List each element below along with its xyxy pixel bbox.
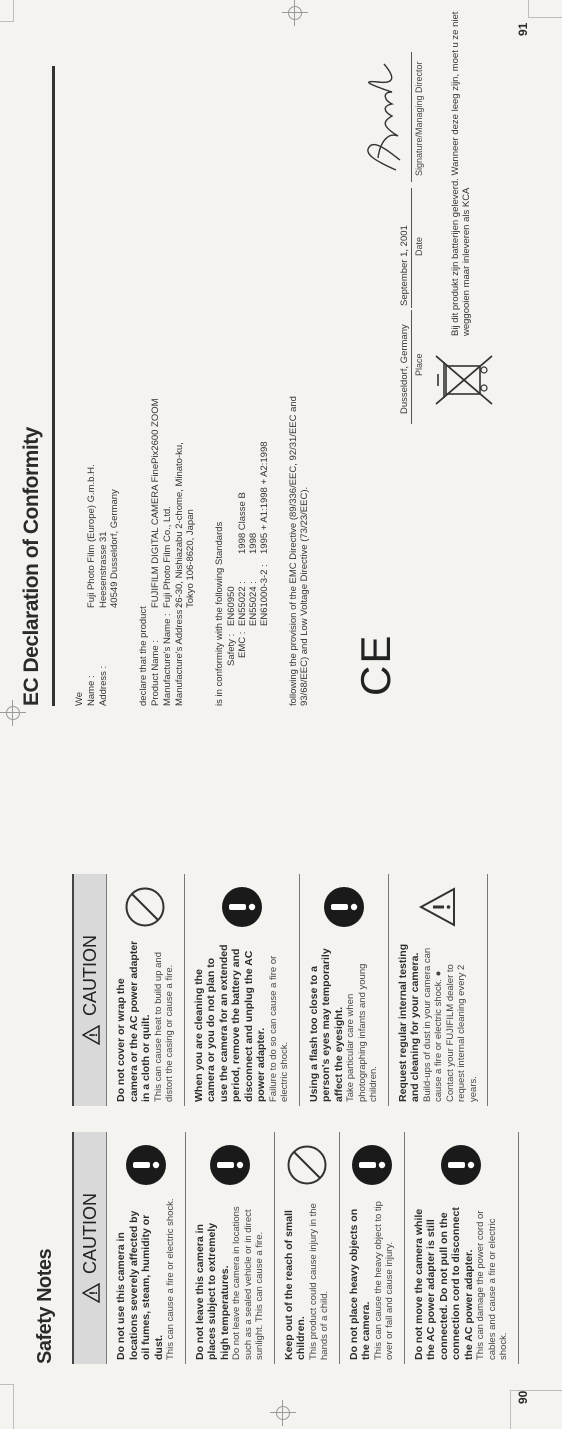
caution-item bbox=[185, 874, 300, 1106]
svg-text:!: ! bbox=[88, 1291, 101, 1295]
caution-item bbox=[405, 1132, 519, 1364]
declare-text: declare that the product bbox=[138, 606, 149, 706]
caution-item-text: Take particular care when photographing infants and young children. bbox=[345, 963, 379, 1102]
standard-code: EN60950 bbox=[226, 586, 237, 626]
page-number-left: 90 bbox=[516, 1390, 530, 1404]
standard-code: EN55022 : bbox=[237, 581, 248, 626]
warning-triangle-icon bbox=[82, 1025, 100, 1045]
battery-note-line-2: weggooien maar inleveren als KCA bbox=[461, 187, 472, 336]
svg-text:!: ! bbox=[88, 1033, 101, 1037]
exclamation-icon bbox=[209, 1144, 251, 1186]
caution-item-heading: Do not leave this camera in places subject to extremely high temperatures. bbox=[193, 1222, 231, 1360]
date-label: Date bbox=[414, 236, 424, 256]
directive-line-2: 93/68/EEC) and Low Voltage Directive (73/23/EEC). bbox=[299, 486, 310, 706]
caution-label: CAUTION bbox=[80, 935, 100, 1016]
caution-item bbox=[186, 1132, 275, 1364]
caution-item-heading: Request regular internal testing and cleaning for your camera. bbox=[396, 943, 421, 1102]
name-label: Name : bbox=[86, 675, 97, 706]
warning-triangle-icon bbox=[82, 1283, 100, 1303]
product-name-value: FUJIFILM DIGITAL CAMERA FinePix2600 ZOOM bbox=[150, 398, 161, 608]
caution-item-text: Build-ups of dust in your camera can cause a fire or electric shock. ● Contact your FUJIFILM dealer to request internal cleaning every 2 years. bbox=[421, 947, 479, 1102]
product-name-label: Product Name : bbox=[150, 640, 161, 706]
caution-item-text: This can cause heat to build up and distort the casing or cause a fire. bbox=[152, 952, 175, 1102]
caution-item-text: This product could cause injury in the hands of a child. bbox=[307, 1203, 330, 1360]
standard-detail: 1995 + A1:1998 + A2:1998 bbox=[259, 441, 270, 554]
caution-header bbox=[72, 874, 107, 1106]
caution-item bbox=[389, 874, 489, 1106]
caution-item-heading: Do not move the camera while the AC power adapter is still connected. Do not pull on the connection cord to disconnect the AC power adapter. bbox=[412, 1207, 475, 1360]
manufacturer-address-line-1: 26-30, Nishiazabu 2-chome, Minato-ku, bbox=[174, 442, 185, 608]
place-line bbox=[411, 310, 412, 424]
safety-notes-title: Safety Notes bbox=[34, 1248, 56, 1364]
exclamation-icon bbox=[125, 1144, 167, 1186]
address-line-1: Heesenstrasse 31 bbox=[98, 531, 109, 608]
caution-item-text: This can cause a fire or electric shock. bbox=[165, 1198, 176, 1360]
signature-line bbox=[411, 52, 412, 182]
caution-item-heading: Using a flash too close to a person's eyes may temporarily affect the eyesight. bbox=[307, 948, 345, 1102]
caution-item-heading: Do not use this camera in locations severely affected by oil fumes, steam, humidity or dust. bbox=[115, 1210, 165, 1360]
place-value: Dusseldorf, Germany bbox=[399, 324, 410, 414]
date-value: September 1, 2001 bbox=[399, 225, 410, 306]
ce-mark: CE bbox=[352, 633, 399, 696]
caution-item bbox=[275, 1132, 340, 1364]
title-rule bbox=[52, 66, 55, 706]
directive-line-1: following the provision of the EMC Directive (89/336/EEC, 92/31/EEC and bbox=[288, 396, 299, 706]
prohibition-icon bbox=[124, 886, 166, 928]
ec-declaration-title: EC Declaration of Conformity bbox=[20, 427, 43, 706]
exclamation-icon bbox=[323, 886, 365, 928]
emc-label: EMC : bbox=[237, 631, 248, 658]
caution-header bbox=[72, 1132, 107, 1364]
manufacturer-address-line-2: Tokyo 106-8620, Japan bbox=[185, 509, 196, 608]
signature-label: Signature/Managing Director bbox=[414, 61, 424, 176]
exclamation-icon bbox=[351, 1144, 393, 1186]
page-number-right: 91 bbox=[516, 22, 530, 36]
caution-item bbox=[340, 1132, 405, 1364]
standard-detail: 1998 bbox=[248, 532, 259, 554]
crossed-bin-icon bbox=[432, 352, 498, 408]
address-line-2: 40549 Dusseldorf, Germany bbox=[109, 489, 120, 608]
caution-item bbox=[107, 1132, 186, 1364]
we-label: We bbox=[74, 691, 85, 706]
manufacturer-name-value: Fuji Photo Film Co., Ltd. bbox=[162, 506, 173, 608]
caution-item-heading: Keep out of the reach of small children. bbox=[282, 1210, 307, 1360]
caution-item-text: This can damage the power cord or cables and cause a fire or electric shock. bbox=[475, 1210, 509, 1360]
caution-item-heading: When you are cleaning the camera or you do not plan to use the camera for an extended period, remove the battery and disconnect and unplug the AC power adapter. bbox=[192, 944, 267, 1102]
prohibition-icon bbox=[286, 1144, 328, 1186]
place-label: Place bbox=[414, 353, 424, 376]
caution-item-text: Failure to do so can cause a fire or electric shock. bbox=[267, 955, 290, 1102]
exclamation-icon bbox=[440, 1144, 482, 1186]
battery-note-line-1: Bij dit produkt zijn batterijen geleverd. Wanneer deze leeg zijn, moet u ze niet bbox=[450, 11, 461, 336]
caution-item-heading: Do not cover or wrap the camera or the AC power adapter in a cloth or quilt. bbox=[115, 940, 152, 1102]
caution-item bbox=[300, 874, 389, 1106]
conformity-text: is in conformity with the following Standards bbox=[214, 521, 225, 706]
caution-column-1 bbox=[72, 1132, 519, 1364]
caution-item-text: Do not leave the camera in locations such as a sealed vehicle or in direct sunlight. This can cause a fire. bbox=[231, 1206, 265, 1360]
caution-item-text: This can cause the heavy object to tip over or fall and cause injury. bbox=[372, 1201, 395, 1360]
exclamation-icon bbox=[221, 886, 263, 928]
signature bbox=[348, 58, 410, 176]
caution-label: CAUTION bbox=[80, 1193, 100, 1274]
address-label: Address : bbox=[98, 665, 109, 706]
name-value: Fuji Photo Film (Europe) G.m.b.H. bbox=[86, 464, 97, 608]
safety-label: Safety : bbox=[226, 633, 237, 666]
standard-code: EN61000-3-2 : bbox=[259, 564, 270, 626]
standard-code: EN55024 : bbox=[248, 581, 259, 626]
caution-column-2 bbox=[72, 874, 488, 1106]
manufacturer-name-label: Manufacture's Name : bbox=[162, 613, 173, 706]
caution-item-heading: Do not place heavy objects on the camera. bbox=[347, 1208, 372, 1360]
caution-item bbox=[107, 874, 185, 1106]
warning-triangle-icon bbox=[417, 886, 459, 928]
standard-detail: 1998 Classe B bbox=[237, 492, 248, 554]
date-line bbox=[411, 188, 412, 308]
manufacturer-address-label: Manufacture's Address : bbox=[174, 604, 185, 706]
